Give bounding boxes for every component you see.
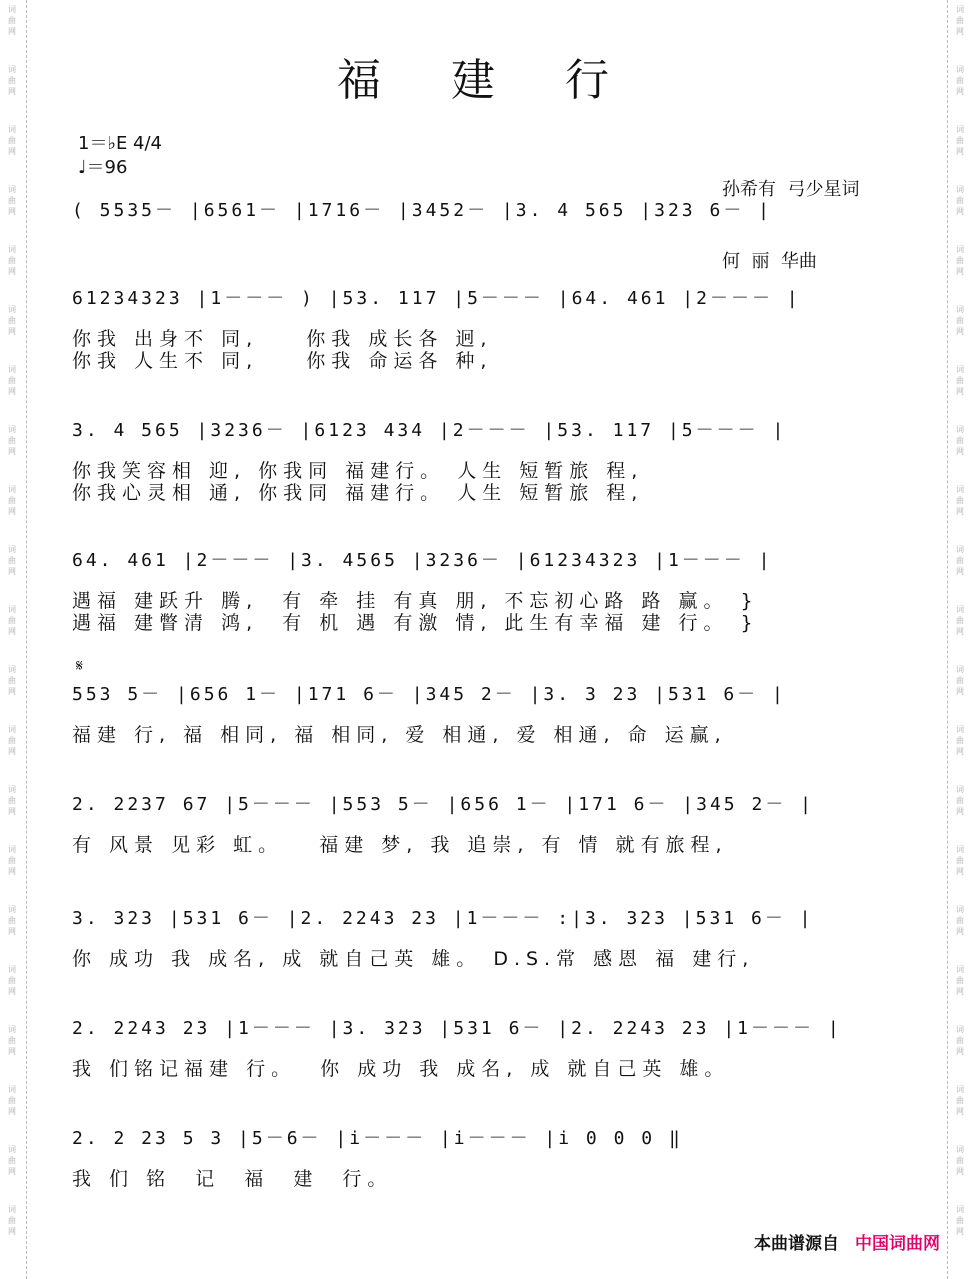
- watermark-text: 词 曲 网: [956, 125, 964, 156]
- watermark-text: 词 曲 网: [956, 545, 964, 576]
- notation-line: 553 5－ |656 1－ |171 6－ |345 2－ |3. 3 23 |531 6－ |: [72, 684, 786, 705]
- watermark-text: 词 曲 网: [956, 485, 964, 516]
- lyric-line: 我 们铭记福建 行。 你 成功 我 成名, 成 就自己英 雄。: [72, 1058, 730, 1080]
- notation-line: ( 5535－ |6561－ |1716－ |3452－ |3. 4 565 |323 6－ |: [72, 200, 772, 221]
- watermark-text: 词 曲 网: [8, 1145, 16, 1176]
- lyric-line: 遇福 建瞥清 鸿, 有 机 遇 有激 情, 此生有幸福 建 行。 }: [72, 612, 759, 634]
- watermark-text: 词 曲 网: [8, 245, 16, 276]
- lyric-line: 遇福 建跃升 腾, 有 牵 挂 有真 朋, 不忘初心路 路 赢。 }: [72, 590, 759, 612]
- watermark-text: 词 曲 网: [8, 125, 16, 156]
- notation-line: 2. 2237 67 |5－－－ |553 5－ |656 1－ |171 6－ |345 2－ |: [72, 794, 814, 815]
- watermark-text: 词 曲 网: [8, 485, 16, 516]
- watermark-text: 词 曲 网: [8, 905, 16, 936]
- watermark-text: 词 曲 网: [956, 845, 964, 876]
- watermark-text: 词 曲 网: [8, 1085, 16, 1116]
- watermark-text: 词 曲 网: [956, 185, 964, 216]
- lyric-line: 你我 人生不 同, 你我 命运各 种,: [72, 350, 493, 372]
- watermark-text: 词 曲 网: [956, 725, 964, 756]
- score-row: [72, 1016, 902, 1080]
- notation-line: 61234323 |1－－－ ) |53. 117 |5－－－ |64. 461 |2－－－ |: [72, 288, 801, 309]
- watermark-text: 词 曲 网: [956, 1085, 964, 1116]
- key-signature: 1＝♭E 4/4: [78, 133, 163, 154]
- lyric-line: 我 们 铭 记 福 建 行。: [72, 1168, 393, 1190]
- watermark-text: 词 曲 网: [956, 905, 964, 936]
- source-text: 本曲谱源自: [754, 1234, 839, 1254]
- score-row: [72, 906, 902, 970]
- watermark-text: 词 曲 网: [8, 5, 16, 36]
- watermark-text: 词 曲 网: [956, 365, 964, 396]
- key-tempo: [78, 132, 162, 180]
- watermark-text: 词 曲 网: [8, 1205, 16, 1236]
- notation-line: 2. 2 23 5 3 |5－6－ |i－－－ |i－－－ |i 0 0 0 ‖: [72, 1128, 683, 1149]
- footer: [754, 1229, 940, 1254]
- watermark-text: 词 曲 网: [956, 425, 964, 456]
- score-row: [72, 1126, 902, 1190]
- watermark-text: 词 曲 网: [8, 845, 16, 876]
- watermark-text: 词 曲 网: [956, 1145, 964, 1176]
- notation-line: 2. 2243 23 |1－－－ |3. 323 |531 6－ |2. 2243 23 |1－－－ |: [72, 1018, 842, 1039]
- watermark-text: 词 曲 网: [956, 665, 964, 696]
- lyric-line: 你我心灵相 通, 你我同 福建行。 人生 短暂旅 程,: [72, 482, 644, 504]
- score-row: [72, 792, 902, 856]
- segno-sign: 𝄋: [76, 656, 83, 675]
- song-title: 福 建 行: [337, 55, 637, 106]
- watermark-text: 词 曲 网: [956, 605, 964, 636]
- left-margin-watermark: [0, 0, 27, 1279]
- watermark-text: 词 曲 网: [956, 245, 964, 276]
- watermark-text: 词 曲 网: [8, 305, 16, 336]
- lyricist-credit: 孙希有 弓少星词: [722, 179, 860, 200]
- composer-credit: 何 丽 华曲: [722, 251, 817, 272]
- watermark-text: 词 曲 网: [956, 965, 964, 996]
- lyric-line: 有 风景 见彩 虹。 福建 梦, 我 追崇, 有 情 就有旅程,: [72, 834, 728, 856]
- lyric-line: 你我 出身不 同, 你我 成长各 迥,: [72, 328, 493, 350]
- watermark-text: 词 曲 网: [8, 1025, 16, 1056]
- watermark-text: 词 曲 网: [8, 365, 16, 396]
- watermark-text: 词 曲 网: [956, 5, 964, 36]
- score-row: [72, 682, 902, 746]
- watermark-text: 词 曲 网: [956, 305, 964, 336]
- lyric-line: 你我笑容相 迎, 你我同 福建行。 人生 短暂旅 程,: [72, 460, 644, 482]
- watermark-text: 词 曲 网: [8, 785, 16, 816]
- notation-line: 3. 323 |531 6－ |2. 2243 23 |1－－－ :|3. 323 |531 6－ |: [72, 908, 814, 929]
- right-margin-watermark: [947, 0, 974, 1279]
- score-row: [72, 548, 902, 634]
- watermark-text: 词 曲 网: [8, 665, 16, 696]
- watermark-text: 词 曲 网: [8, 545, 16, 576]
- site-brand: 中国词曲网: [855, 1234, 940, 1254]
- watermark-text: 词 曲 网: [8, 425, 16, 456]
- watermark-text: 词 曲 网: [956, 1205, 964, 1236]
- watermark-text: 词 曲 网: [8, 605, 16, 636]
- watermark-text: 词 曲 网: [8, 185, 16, 216]
- score-row: [72, 286, 902, 372]
- watermark-text: 词 曲 网: [8, 965, 16, 996]
- notation-line: 64. 461 |2－－－ |3. 4565 |3236－ |61234323 |1－－－ |: [72, 550, 773, 571]
- watermark-text: 词 曲 网: [8, 725, 16, 756]
- lyric-line: 你 成功 我 成名, 成 就自己英 雄。 D.S.常 感恩 福 建行,: [72, 948, 755, 970]
- score-row: [72, 198, 902, 224]
- score-row: [72, 418, 902, 504]
- notation-line: 3. 4 565 |3236－ |6123 434 |2－－－ |53. 117 |5－－－ |: [72, 420, 787, 441]
- tempo-marking: ♩＝96: [78, 157, 128, 178]
- lyric-line: 福建 行, 福 相同, 福 相同, 爱 相通, 爱 相通, 命 运赢,: [72, 724, 727, 746]
- watermark-text: 词 曲 网: [8, 65, 16, 96]
- watermark-text: 词 曲 网: [956, 65, 964, 96]
- watermark-text: 词 曲 网: [956, 1025, 964, 1056]
- watermark-text: 词 曲 网: [956, 785, 964, 816]
